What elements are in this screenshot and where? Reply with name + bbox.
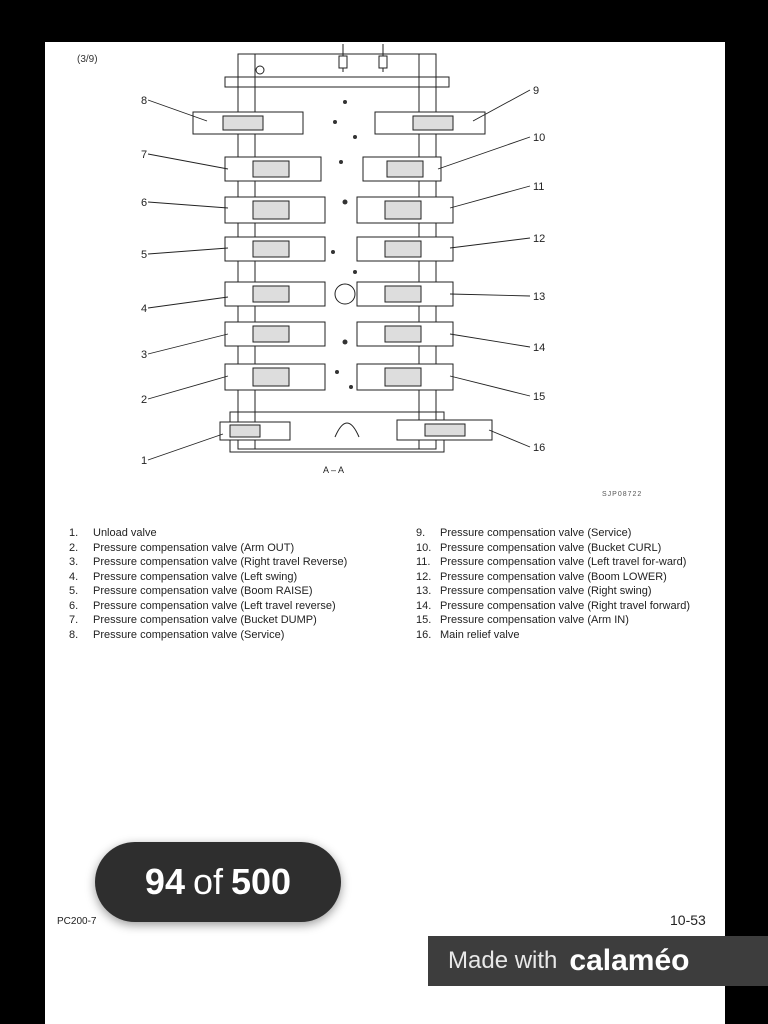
valve-16 bbox=[397, 420, 492, 440]
figure-label: (3/9) bbox=[77, 54, 98, 65]
callout-6: 6 bbox=[141, 197, 148, 209]
made-with-label: Made with bbox=[448, 947, 558, 974]
valve-2 bbox=[225, 364, 325, 390]
callout-3: 3 bbox=[141, 349, 148, 361]
callout-14: 14 bbox=[533, 342, 546, 354]
current-page: 94 bbox=[144, 861, 185, 902]
valve-15 bbox=[357, 364, 453, 390]
legend-left-column bbox=[69, 526, 369, 642]
callout-7: 7 bbox=[141, 149, 148, 161]
legend-item: 12. Pressure compensation valve (Boom LOWER) bbox=[416, 570, 667, 583]
valve-9 bbox=[375, 112, 485, 134]
callout-10: 10 bbox=[533, 132, 546, 144]
valve-assembly-diagram bbox=[45, 42, 725, 502]
valve-8 bbox=[193, 112, 303, 134]
valve-5 bbox=[225, 237, 325, 261]
callout-15: 15 bbox=[533, 391, 546, 403]
legend-item: 8. Pressure compensation valve (Service) bbox=[69, 628, 285, 641]
valve-14 bbox=[357, 322, 453, 346]
callout-2: 2 bbox=[141, 394, 148, 406]
legend-item: 7. Pressure compensation valve (Bucket DUMP) bbox=[69, 614, 317, 626]
valve-3 bbox=[225, 322, 325, 346]
legend-item: 4. Pressure compensation valve (Left swing) bbox=[69, 570, 298, 583]
section-label: A – A bbox=[323, 465, 345, 475]
legend-right-column bbox=[416, 526, 716, 642]
callout-1: 1 bbox=[141, 455, 148, 467]
pager-of-label: of bbox=[192, 861, 223, 902]
legend-item: 3. Pressure compensation valve (Right travel Reverse) bbox=[69, 556, 348, 568]
legend-item: 15. Pressure compensation valve (Arm IN) bbox=[416, 614, 629, 626]
legend-item: 11. Pressure compensation valve (Left travel for-ward) bbox=[416, 556, 687, 568]
callout-12: 12 bbox=[533, 233, 546, 245]
page-counter-badge bbox=[95, 842, 341, 922]
made-with-calameo-banner[interactable] bbox=[428, 936, 768, 986]
valve-10 bbox=[363, 157, 441, 181]
legend-item: 13. Pressure compensation valve (Right swing) bbox=[416, 585, 652, 597]
legend-item: 14. Pressure compensation valve (Right travel forward) bbox=[416, 599, 691, 612]
valve-12 bbox=[357, 237, 453, 261]
callout-9: 9 bbox=[533, 85, 540, 97]
callout-13: 13 bbox=[533, 291, 546, 303]
legend-item: 5. Pressure compensation valve (Boom RAISE) bbox=[69, 585, 313, 597]
legend-item: 6. Pressure compensation valve (Left travel reverse) bbox=[69, 599, 336, 612]
valve-6 bbox=[225, 197, 325, 223]
valve-4 bbox=[225, 282, 325, 306]
callout-4: 4 bbox=[141, 303, 148, 315]
legend-item: 10. Pressure compensation valve (Bucket CURL) bbox=[416, 541, 662, 554]
drawing-code: SJP08722 bbox=[602, 491, 643, 498]
legend-item: 16. Main relief valve bbox=[416, 628, 520, 641]
valve-13 bbox=[357, 282, 453, 306]
calameo-logo: calaméo bbox=[569, 944, 690, 977]
legend-item: 1. Unload valve bbox=[69, 527, 157, 539]
callout-11: 11 bbox=[533, 181, 545, 193]
valve-11 bbox=[357, 197, 453, 223]
callout-8: 8 bbox=[141, 95, 148, 107]
legend-item: 2. Pressure compensation valve (Arm OUT) bbox=[69, 541, 295, 554]
total-pages: 500 bbox=[231, 861, 292, 902]
callout-16: 16 bbox=[533, 442, 546, 454]
valve-7 bbox=[225, 157, 321, 181]
footer-model: PC200-7 bbox=[57, 916, 97, 927]
footer-page-number: 10-53 bbox=[670, 912, 706, 928]
callout-5: 5 bbox=[141, 249, 148, 261]
valve-1 bbox=[220, 422, 290, 440]
legend-item: 9. Pressure compensation valve (Service) bbox=[416, 527, 632, 539]
